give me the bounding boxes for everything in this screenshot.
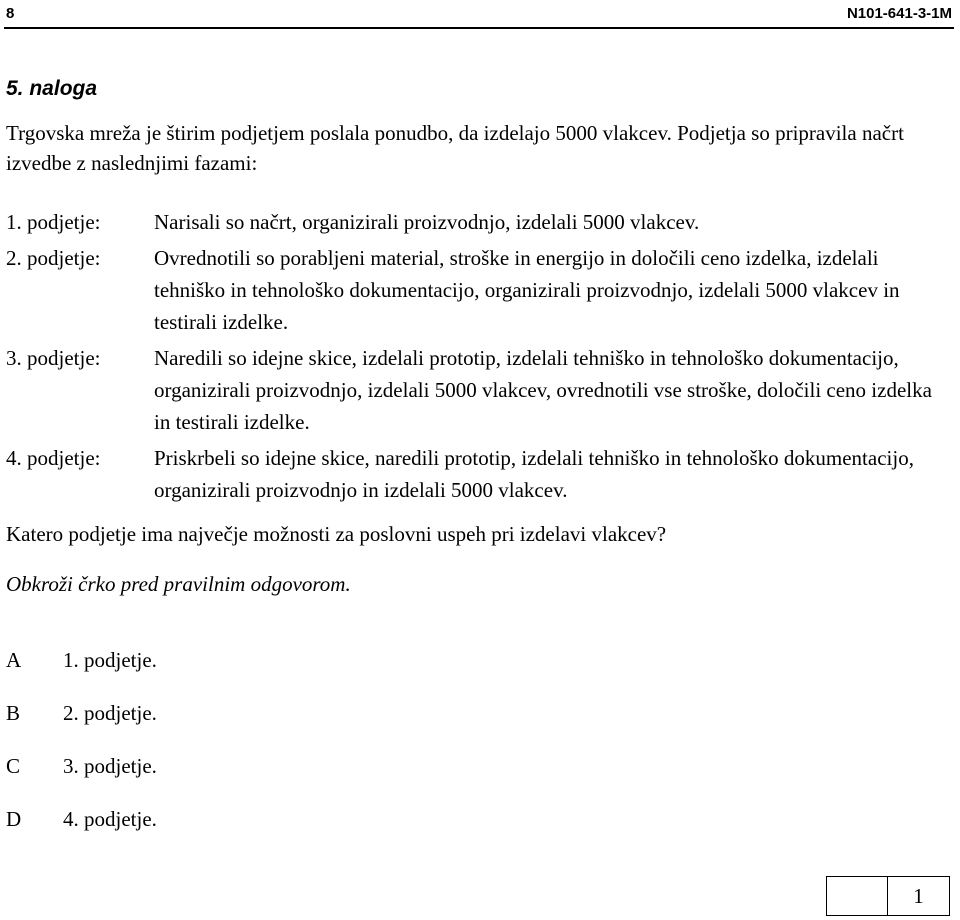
instruction-text: Obkroži črko pred pravilnim odgovorom. — [6, 572, 351, 596]
exam-code: N101-641-3-1M — [846, 5, 952, 22]
company-item — [6, 442, 951, 506]
page-number: 8 — [6, 5, 15, 22]
company-label: 3. podjetje: — [6, 346, 101, 370]
option-text: 1. podjetje. — [63, 648, 157, 672]
answer-options — [6, 648, 157, 860]
page-header — [4, 0, 954, 29]
score-input-cell[interactable] — [827, 877, 888, 915]
company-description: Naredili so idejne skice, izdelali prototip, izdelali tehniško in tehnološko dokumentacijo, organizirali proizvodnjo, izdelali 5000 vlakcev, ovrednotili vse stroške, določili ceno izdelka in testirali izdelke. — [154, 346, 932, 434]
company-list — [6, 206, 951, 510]
company-label: 1. podjetje: — [6, 210, 101, 234]
company-description: Priskrbeli so idejne skice, naredili prototip, izdelali tehniško in tehnološko dokumentacijo, organizirali proizvodnjo in izdelali 5000 vlakcev. — [154, 446, 914, 502]
option-text: 2. podjetje. — [63, 701, 157, 725]
score-box — [826, 876, 950, 916]
company-description: Narisali so načrt, organizirali proizvodnjo, izdelali 5000 vlakcev. — [154, 210, 700, 234]
option-text: 4. podjetje. — [63, 807, 157, 831]
task-intro: Trgovska mreža je štirim podjetjem poslala ponudbo, da izdelajo 5000 vlakcev. Podjetja so pripravila načrt izvedbe z naslednjimi fazami: — [6, 121, 904, 175]
option-letter[interactable]: A — [6, 648, 22, 672]
option-letter[interactable]: B — [6, 701, 21, 725]
option-letter[interactable]: D — [6, 807, 22, 831]
option-text: 3. podjetje. — [63, 754, 157, 778]
company-item — [6, 206, 951, 238]
answer-option-d[interactable] — [6, 807, 157, 860]
score-points: 1 — [913, 884, 924, 908]
company-item — [6, 242, 951, 338]
company-description: Ovrednotili so porabljeni material, stroške in energijo in določili ceno izdelka, izdelali tehniško in tehnološko dokumentacijo, organizirali proizvodnjo, izdelali 5000 vlakcev in testirali izdelke. — [154, 246, 900, 334]
company-label: 4. podjetje: — [6, 446, 101, 470]
question-text: Katero podjetje ima največje možnosti za poslovni uspeh pri izdelavi vlakcev? — [6, 522, 667, 546]
task-title: 5. naloga — [6, 77, 98, 100]
answer-option-b[interactable] — [6, 701, 157, 754]
company-item — [6, 342, 951, 438]
option-letter[interactable]: C — [6, 754, 21, 778]
answer-option-c[interactable] — [6, 754, 157, 807]
company-label: 2. podjetje: — [6, 246, 101, 270]
answer-option-a[interactable] — [6, 648, 157, 701]
